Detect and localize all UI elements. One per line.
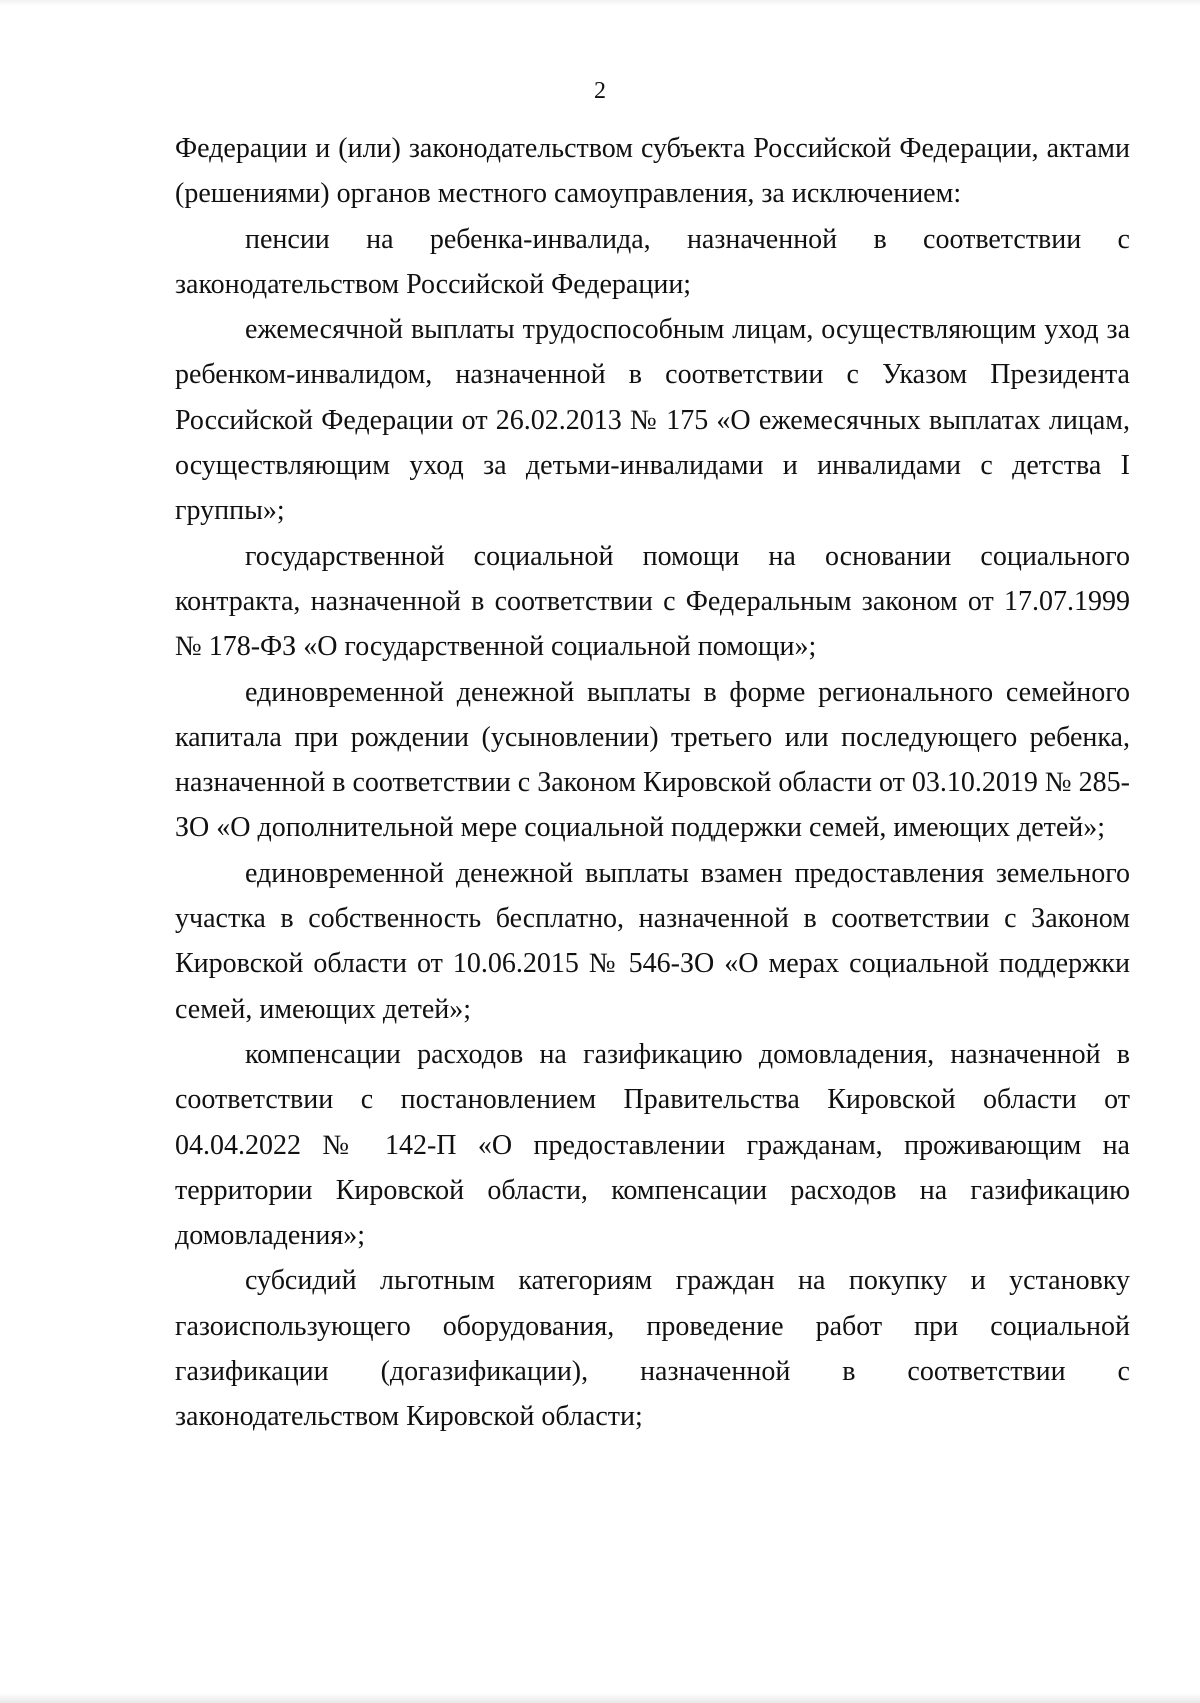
paragraph-family-capital: единовременной денежной выплаты в форме регионального семейного капитала при рождении (усыновлении) третьего или последующего ребенка, назначенной в соответствии с Законом Кировской области от 03.10.2019 № 285-ЗО «О дополнительной мере социальной поддержки семей, имеющих детей»; [175,676,1130,844]
scan-edge-top [0,0,1200,6]
paragraph-social-assistance: государственной социальной помощи на основании социального контракта, назначенной в соответствии с Федеральным законом от 17.07.1999 № 178-ФЗ «О государственной социальной помощи»; [175,540,1130,663]
paragraph-monthly-payment: ежемесячной выплаты трудоспособным лицам, осуществляющим уход за ребенком-инвалидом, назначенной в соответствии с Указом Президента Российской Федерации от 26.02.2013 № 175 «О ежемесячных выплатах лицам, осуществляющим уход за детьми-инвалидами и инвалидами с детства I группы»; [175,314,1130,527]
paragraph-gasification-compensation: компенсации расходов на газификацию домовладения, назначенной в соответствии с постановлением Правительства Кировской области от 04.04.2022 № 142-П «О предоставлении гражданам, проживающим на территории Кировской области, компенсации расходов на газификацию домовладения»; [175,1038,1130,1252]
paragraph-land-payment: единовременной денежной выплаты взамен предоставления земельного участка в собственность бесплатно, назначенной в соответствии с Законом Кировской области от 10.06.2015 № 546-ЗО «О мерах социальной поддержки семей, имеющих детей»; [175,857,1130,1025]
scan-edge-bottom [0,1693,1200,1703]
paragraph-gas-equipment-subsidy: субсидий льготным категориям граждан на покупку и установку газоиспользующего оборудования, проведение работ при социальной газификации (догазификации), назначенной в соответствии с законодательством Кировской области; [175,1265,1130,1433]
page-number: 2 [594,78,606,104]
document-body [175,126,1130,1440]
paragraph-pension: пенсии на ребенка-инвалида, назначенной в соответствии с законодательством Российской Федерации; [175,223,1130,300]
paragraph-continuation: Федерации и (или) законодательством субъекта Российской Федерации, актами (решениями) органов местного самоуправления, за исключением: [175,133,1130,210]
